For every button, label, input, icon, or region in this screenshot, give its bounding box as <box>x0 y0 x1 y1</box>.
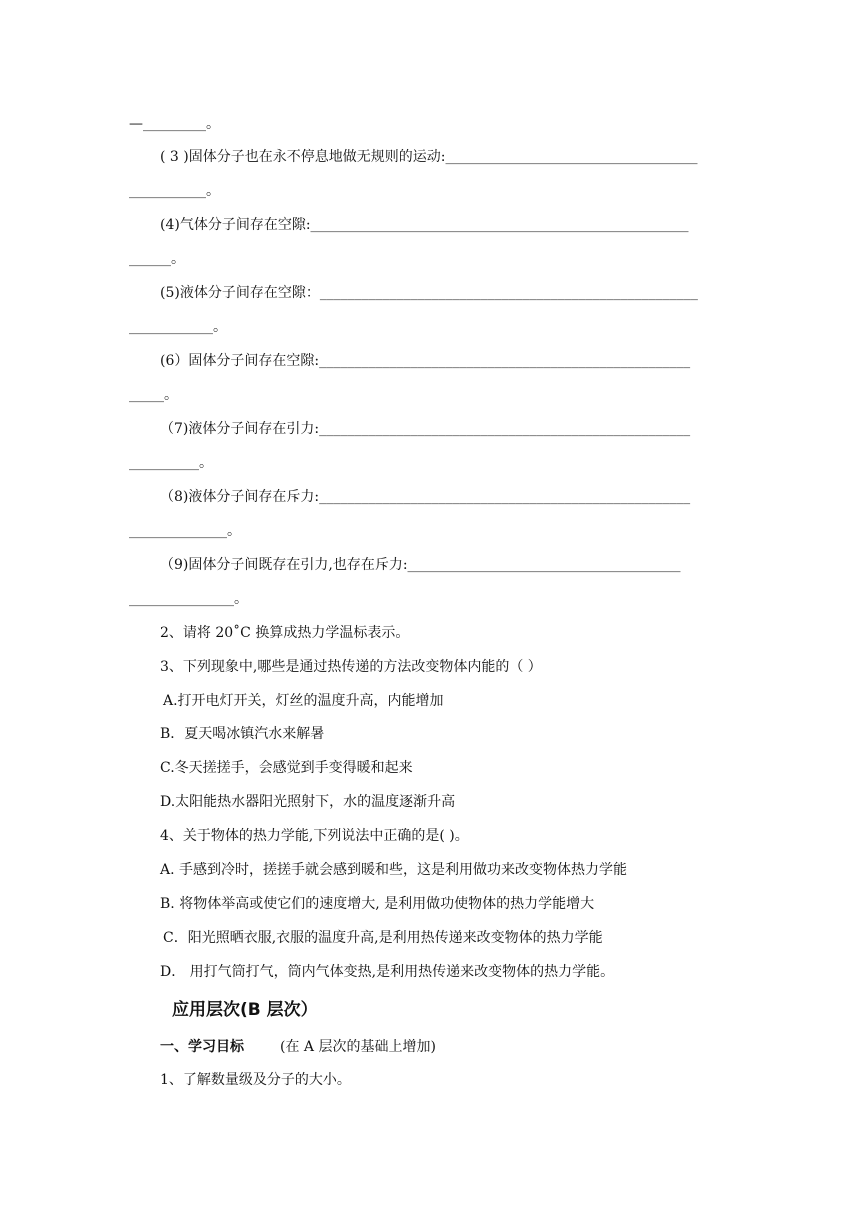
question-line: (5)液体分子间存在空隙：______________________________________________________ <box>160 285 698 301</box>
question-line: （8)液体分子间存在斥力:_____________________________________________________ <box>160 489 691 505</box>
text-line: ______。 <box>129 251 185 267</box>
question-line: ( 3 )固体分子也在永不停息地做无规则的运动:____________________________________ <box>160 149 698 165</box>
learning-goals-heading <box>160 1036 436 1056</box>
option-line: B．夏天喝冰镇汽水来解暑 <box>160 726 325 742</box>
text-line: __________。 <box>129 455 213 471</box>
option-line: B. 将物体举高或使它们的速度增大, 是利用做功使物体的热力学能增大 <box>160 896 595 912</box>
section-heading: 应用层次(B 层次） <box>172 1000 318 1020</box>
question-line: (4)气体分子间存在空隙:______________________________________________________ <box>160 217 689 233</box>
question-line: 3、下列现象中,哪些是通过热传递的方法改变物体内能的（ ） <box>160 659 542 675</box>
text-line: ____________。 <box>129 319 227 335</box>
text-line: ___________。 <box>129 183 220 199</box>
text-line: —_________。 <box>129 116 220 132</box>
option-line: D． 用打气筒打气，筒内气体变热,是利用热传递来改变物体的热力学能。 <box>160 964 615 980</box>
goal-line: 1、了解数量级及分子的大小。 <box>160 1072 351 1088</box>
subsection-label: 一、学习目标 <box>160 1039 244 1055</box>
subsection-note: (在 A 层次的基础上增加) <box>280 1039 436 1055</box>
question-line: (6）固体分子间存在空隙:_____________________________________________________ <box>160 353 691 369</box>
text-line: _______________。 <box>129 591 248 607</box>
option-line: C．阳光照晒衣服,衣服的温度升高,是利用热传递来改变物体的热力学能 <box>163 930 603 946</box>
option-line: A.打开电灯开关，灯丝的温度升高，内能增加 <box>163 693 444 709</box>
option-line: A. 手感到冷时，搓搓手就会感到暖和些，这是利用做功来改变物体热力学能 <box>160 862 628 878</box>
question-line: 2、请将 20˚C 换算成热力学温标表示。 <box>160 625 410 641</box>
text-line: ______________。 <box>129 523 241 539</box>
option-line: D.太阳能热水器阳光照射下，水的温度逐渐升高 <box>160 794 456 810</box>
question-line: 4、关于物体的热力学能,下列说法中正确的是( )。 <box>160 828 469 844</box>
question-line: （9)固体分子间既存在引力,也存在斥力:_______________________________________ <box>160 557 681 573</box>
option-line: C.冬天搓搓手，会感觉到手变得暖和起来 <box>160 760 413 776</box>
question-line: （7)液体分子间存在引力:_____________________________________________________ <box>160 421 691 437</box>
text-line: _____。 <box>129 387 178 403</box>
